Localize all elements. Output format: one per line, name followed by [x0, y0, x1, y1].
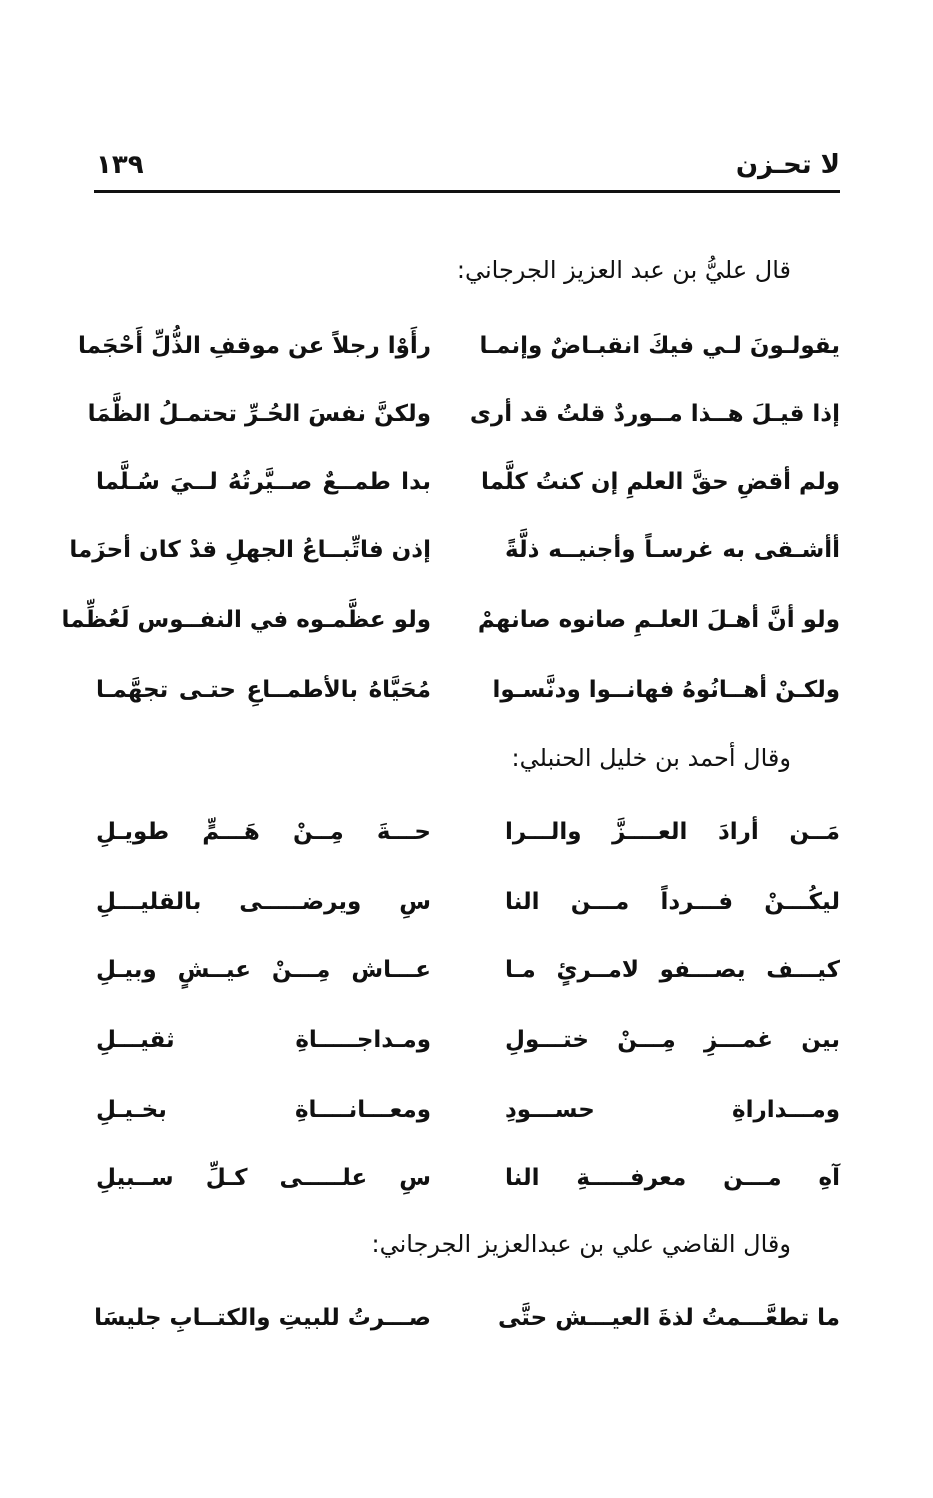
verse-first-half: ولو أنَّ أهـلَ العلـمِ صانوه صانهمْ: [477, 607, 840, 633]
verse-second-half: بدا طمــعٌ صــيَّرتُهُ لــيَ سُـلَّما: [96, 469, 431, 495]
running-header: [94, 150, 840, 198]
verse-second-half: سِ علـــــى كـلِّ ســبيلِ: [96, 1165, 431, 1191]
verse-first-half: مَــن أرادَ العــــزَّ والـــرا: [505, 819, 840, 845]
verse-row: [96, 1156, 840, 1200]
verse-second-half: رأَوْا رجلاً عن موقفِ الذُّلِّ أَحْجَما: [78, 333, 431, 359]
verse-row: [96, 1088, 840, 1132]
verse-row: [96, 1296, 840, 1340]
poem-intro: قال عليُّ بن عبد العزيز الجرجاني:: [456, 256, 791, 284]
verse-second-half: ولكنَّ نفسَ الحُـرِّ تحتمـلُ الظَّمَا: [87, 401, 431, 427]
verse-first-half: ولم أقضِ حقَّ العلمِ إن كنتُ كلَّما: [480, 469, 840, 495]
poem-intro: وقال أحمد بن خليل الحنبلي:: [511, 744, 791, 772]
verse-second-half: مُحَيَّاهُ بالأطمــاعِ حتـى تجهَّمـا: [96, 677, 431, 703]
verse-row: [96, 948, 840, 992]
verse-row: [96, 880, 840, 924]
page-number: ١٣٩: [96, 150, 144, 180]
verse-first-half: ليكُـــنْ فـــرداً مـــن النا: [505, 889, 840, 915]
verse-first-half: يقولـونَ لـي فيكَ انقبـاضٌ وإنمـا: [479, 333, 840, 359]
verse-row: [61, 598, 840, 642]
verse-row: [96, 1018, 840, 1062]
verse-second-half: إذن فاتِّبــاعُ الجهلِ قدْ كان أحزَما: [69, 537, 431, 563]
verse-second-half: حـــةَ مِــنْ هَـــمٍّ طويـلِ: [96, 819, 431, 845]
verse-first-half: ولكـنْ أهــانُوهُ فهانــوا ودنَّسـوا: [492, 677, 840, 703]
verse-first-half: إذا قيـلَ هــذا مــوردٌ قلتُ قد أرى: [469, 401, 840, 427]
verse-second-half: عـــاش مِـــنْ عيــشٍ وبيـلِ: [96, 957, 431, 983]
verse-row: [78, 324, 840, 368]
verse-row: [87, 392, 840, 436]
verse-row: [96, 668, 840, 712]
verse-second-half: صـــرتُ للبيتِ والكتــابِ جليسَا: [94, 1305, 431, 1331]
poem-intro: وقال القاضي علي بن عبدالعزيز الجرجاني:: [371, 1230, 791, 1258]
verse-second-half: ومعـــانــــاةِ بخـيـلِ: [96, 1097, 431, 1123]
verse-second-half: ومـداجـــــاةِ ثقيـــلِ: [96, 1027, 431, 1053]
verse-row: [96, 460, 840, 504]
book-title: لا تحـزن: [735, 150, 840, 180]
verse-first-half: كيـــف يصـــفو لامــرئٍ مـا: [505, 957, 840, 983]
verse-first-half: أأشـقى به غرسـاً وأجنيــه ذلَّةً: [505, 537, 840, 563]
verse-first-half: ومـــداراةِ حســـودِ: [505, 1097, 840, 1123]
verse-first-half: ما تطعَّـــمتُ لذةَ العيـــش حتَّى: [497, 1305, 840, 1331]
verse-first-half: آهِ مـــن معرفـــــةِ النا: [505, 1165, 840, 1191]
verse-first-half: بين غمـــزِ مِـــنْ ختـــولِ: [505, 1027, 840, 1053]
verse-row: [69, 528, 840, 572]
header-rule: [94, 190, 840, 193]
verse-second-half: سِ ويرضـــــى بالقليـــلِ: [96, 889, 431, 915]
verse-row: [96, 810, 840, 854]
verse-second-half: ولو عظَّمـوه في النفــوس لَعُظِّما: [61, 607, 431, 633]
